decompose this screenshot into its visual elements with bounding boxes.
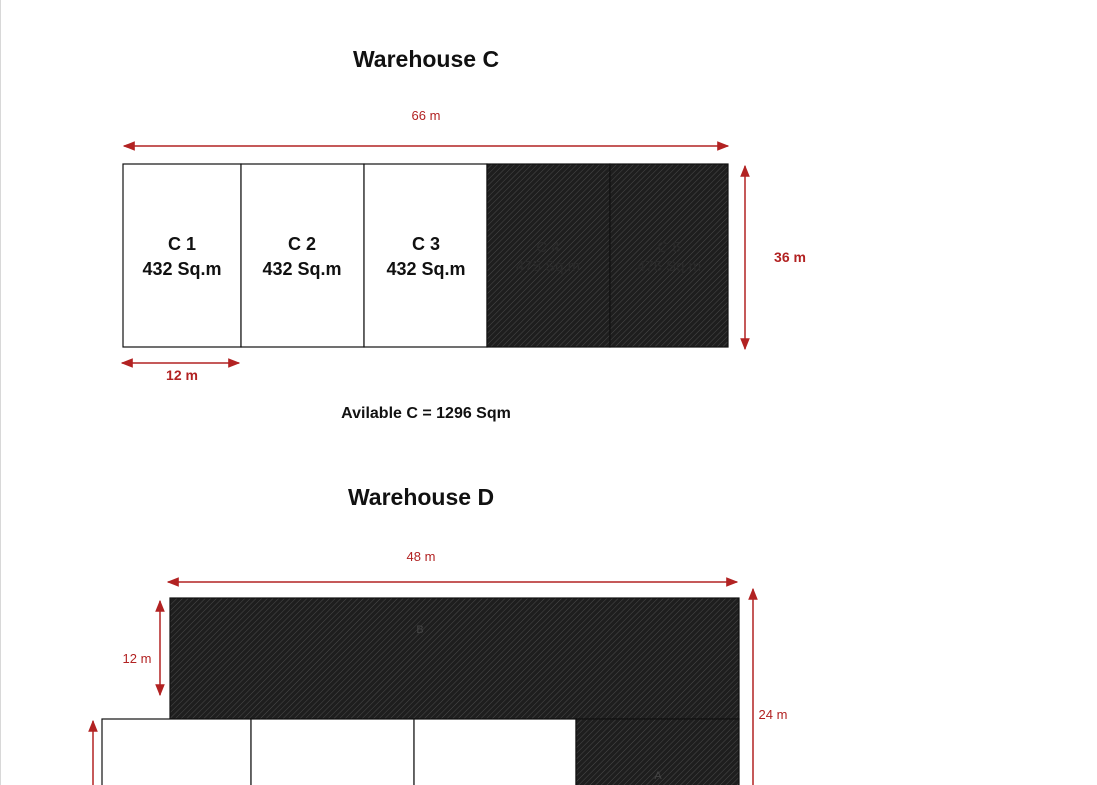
unit-c1-name: C 1	[167, 234, 197, 254]
unit-c3-box	[364, 164, 487, 347]
unit-c5-area: 475 Sq.m	[636, 258, 702, 275]
unit-c4-name: C 4	[536, 239, 560, 256]
unit-c3-area: 432 Sq.m	[386, 259, 466, 279]
warehouse-c-height-dimension	[745, 166, 806, 349]
unit-c4-area: 475 Sq.m	[515, 258, 581, 275]
unit-c1-box	[123, 164, 241, 347]
warehouse-c-unit-c2[interactable]	[241, 164, 364, 347]
unit-c3-name: C 3	[411, 234, 441, 254]
warehouse-c-units	[123, 164, 728, 347]
unit-c2-box	[241, 164, 364, 347]
warehouse-c-unit-c4[interactable]	[487, 164, 610, 347]
unit-c1-area: 432 Sq.m	[142, 259, 222, 279]
warehouse-c-unit-width-label: 12 m	[166, 367, 198, 383]
warehouse-d-lower-unit-2[interactable]	[251, 719, 414, 785]
unit-c2-name: C 2	[287, 234, 317, 254]
warehouse-c-width-label: 66 m	[411, 108, 441, 123]
warehouse-d-title: Warehouse D	[347, 484, 495, 510]
unit-b-box	[170, 598, 739, 719]
warehouse-d-unit-b[interactable]	[170, 598, 739, 719]
warehouse-c-unit-c1[interactable]	[123, 164, 241, 347]
warehouse-d-b-height-label: 12 m	[122, 651, 152, 666]
warehouse-d-lower-unit-1[interactable]	[102, 719, 251, 785]
unit-c2-area: 432 Sq.m	[262, 259, 342, 279]
warehouse-c-unit-width-dimension	[122, 363, 239, 383]
warehouse-d-unit-a[interactable]	[576, 719, 739, 785]
unit-a-label: A	[654, 770, 662, 782]
warehouse-c-unit-c3[interactable]	[364, 164, 487, 347]
warehouse-c-height-label: 36 m	[774, 249, 806, 265]
warehouse-d-lower-unit-3[interactable]	[414, 719, 576, 785]
warehouse-d-width-label: 48 m	[406, 549, 436, 564]
warehouse-d-total-height-dimension	[753, 589, 787, 785]
warehouse-c-unit-c5[interactable]	[610, 164, 728, 347]
warehouse-d-b-height-dimension	[123, 601, 160, 695]
warehouse-d-total-height-label: 24 m	[758, 707, 788, 722]
warehouse-d-lower-units	[102, 719, 739, 785]
unit-b-label: B	[416, 624, 424, 636]
warehouse-c-width-dimension	[124, 108, 728, 146]
warehouse-c-available-text: Avilable C = 1296 Sqm	[341, 405, 511, 422]
warehouse-c-title: Warehouse C	[352, 46, 500, 72]
unit-c5-name: C 5	[657, 239, 681, 256]
warehouse-d-width-dimension	[168, 549, 737, 582]
